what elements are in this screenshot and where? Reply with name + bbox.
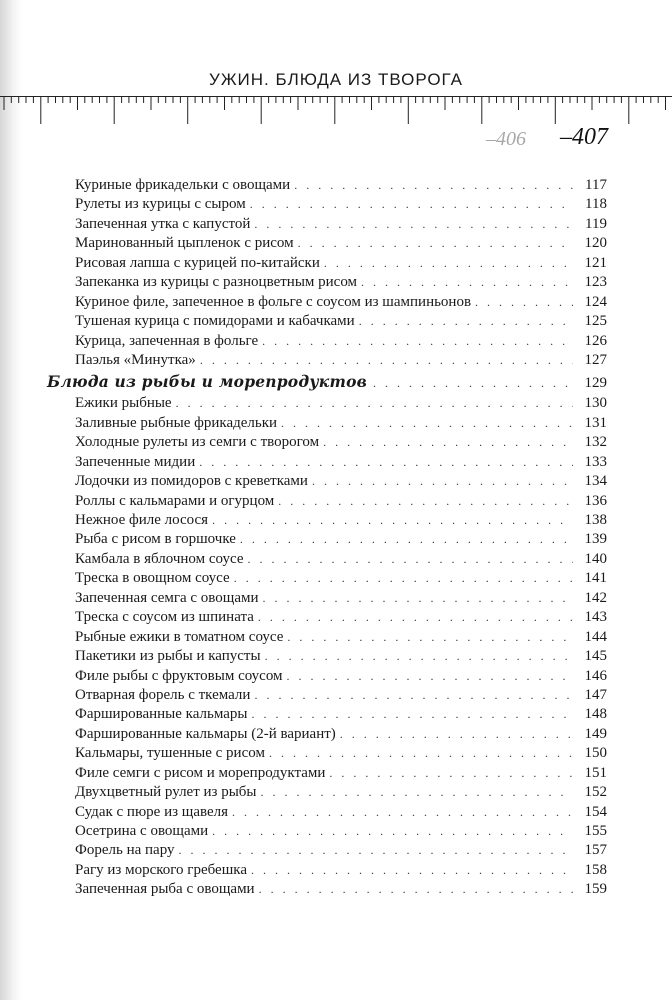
- dot-leader: [200, 351, 573, 370]
- toc-entry: [75, 293, 607, 312]
- toc-entry: [75, 589, 607, 608]
- dot-leader: [199, 453, 573, 472]
- previous-page-number: –406: [486, 128, 526, 150]
- toc-entry-title: Двухцветный рулет из рыбы: [75, 784, 257, 801]
- toc-entry: [75, 351, 607, 370]
- toc-page-number: 147: [584, 686, 607, 703]
- toc-page-number: 139: [584, 531, 607, 548]
- toc-page-number: 129: [584, 375, 607, 392]
- toc-entry-title: Треска в овощном соусе: [75, 570, 230, 587]
- dot-leader: [265, 647, 573, 666]
- dot-leader: [261, 783, 573, 802]
- toc-entry: [75, 550, 607, 569]
- toc-entry-title: Заливные рыбные фрикадельки: [75, 414, 278, 431]
- dot-leader: [250, 195, 573, 214]
- dot-leader: [359, 312, 573, 331]
- toc-page-number: 148: [584, 706, 607, 723]
- dot-leader: [294, 176, 573, 195]
- dot-leader: [475, 293, 573, 312]
- toc-entry: [75, 705, 607, 724]
- toc-entry: [75, 195, 607, 214]
- toc-entry-title: Рисовая лапша с курицей по-китайски: [75, 254, 320, 271]
- dot-leader: [287, 628, 573, 647]
- toc-page-number: 157: [584, 842, 607, 859]
- dot-leader: [262, 332, 573, 351]
- toc-entry: [75, 667, 607, 686]
- toc-page-number: 130: [584, 395, 607, 412]
- toc-entry-title: Запеченная утка с капустой: [75, 215, 251, 232]
- toc-entry: [75, 725, 607, 744]
- toc-entry: [75, 647, 607, 666]
- dot-leader: [340, 725, 573, 744]
- toc-entry: [75, 764, 607, 783]
- toc-page-number: 121: [584, 254, 607, 271]
- toc-page-number: 118: [585, 196, 607, 213]
- toc-entry-title: Запеченная рыба с овощами: [75, 881, 255, 898]
- page-binding-shadow: [0, 0, 22, 1000]
- dot-leader: [278, 492, 573, 511]
- toc-entry: [75, 608, 607, 627]
- dot-leader: [324, 254, 573, 273]
- toc-entry: [75, 744, 607, 763]
- dot-leader: [212, 822, 573, 841]
- toc-page-number: 134: [584, 473, 607, 490]
- toc-page-number: 123: [584, 274, 607, 291]
- toc-entry-title: Лодочки из помидоров с креветками: [75, 473, 308, 490]
- toc-entry: [75, 569, 607, 588]
- toc-entry: [75, 414, 607, 433]
- toc-page-number: 155: [584, 823, 607, 839]
- toc-page-number: 132: [584, 434, 607, 451]
- toc-entry: [75, 394, 607, 413]
- toc-entry: [75, 215, 607, 234]
- toc-entry-title: Холодные рулеты из семги с творогом: [75, 434, 320, 451]
- dot-leader: [176, 394, 573, 413]
- toc-entry: [75, 841, 607, 860]
- toc-entry-title: Треска с соусом из шпината: [75, 609, 254, 626]
- toc-entry-title: Форель на пару: [75, 842, 175, 859]
- dot-leader: [329, 764, 573, 783]
- toc-page-number: 136: [584, 492, 607, 509]
- running-header: УЖИН. БЛЮДА ИЗ ТВОРОГА: [209, 70, 463, 89]
- toc-entry: [75, 803, 607, 822]
- toc-entry-title: Фаршированные кальмары (2-й вариант): [75, 725, 336, 742]
- dot-leader: [258, 608, 573, 627]
- dot-leader: [298, 234, 573, 253]
- toc-entry: [75, 492, 607, 511]
- dot-leader: [263, 589, 573, 608]
- toc-page-number: 119: [585, 215, 607, 232]
- table-of-contents: [47, 176, 607, 900]
- dot-leader: [251, 705, 573, 724]
- toc-page-number: 142: [584, 589, 607, 606]
- toc-page-number: 151: [584, 764, 607, 781]
- toc-entry: [75, 254, 607, 273]
- toc-page-number: 145: [584, 648, 607, 665]
- toc-entry-title: Паэлья «Минутка»: [75, 351, 196, 368]
- toc-page-number: 120: [584, 235, 607, 252]
- toc-entry: [75, 822, 607, 841]
- toc-entry-title: Куриное филе, запеченное в фольге с соусом из шампиньонов: [75, 293, 472, 310]
- toc-page-number: 146: [584, 667, 607, 684]
- dot-leader: [281, 414, 573, 433]
- toc-page-number: 117: [585, 177, 607, 193]
- toc-entry-title: Филе рыбы с фруктовым соусом: [75, 667, 283, 684]
- dot-leader: [179, 841, 573, 860]
- toc-page-number: 152: [584, 784, 607, 801]
- ruler-ticks: [0, 88, 672, 128]
- toc-entry-title: Кальмары, тушенные с рисом: [75, 745, 265, 762]
- dot-leader: [254, 215, 573, 234]
- toc-entry-title: Рыба с рисом в горшочке: [75, 531, 236, 548]
- toc-page-number: 133: [584, 453, 607, 470]
- dot-leader: [373, 371, 573, 395]
- toc-entry-title: Маринованный цыпленок с рисом: [75, 235, 294, 252]
- dot-leader: [254, 686, 573, 705]
- toc-entry-title: Рулеты из курицы с сыром: [75, 196, 246, 213]
- toc-entry-title: Отварная форель с ткемали: [75, 686, 251, 703]
- toc-entry-title: Запеченная семга с овощами: [75, 589, 259, 606]
- toc-entry-title: Филе семги с рисом и морепродуктами: [75, 764, 326, 781]
- toc-entry-title: Нежное филе лосося: [75, 512, 209, 528]
- toc-entry-title: Камбала в яблочном соусе: [75, 550, 244, 567]
- toc-page-number: 127: [584, 351, 607, 368]
- toc-entry: [75, 511, 607, 530]
- toc-page-number: 141: [584, 570, 607, 587]
- toc-page-number: 154: [584, 803, 607, 820]
- toc-page-number: 150: [584, 745, 607, 762]
- toc-entry: [75, 332, 607, 351]
- dot-leader: [251, 861, 573, 880]
- toc-entry-title: Рыбные ежики в томатном соусе: [75, 628, 284, 645]
- dot-leader: [361, 273, 573, 292]
- toc-entry-title: Фаршированные кальмары: [75, 706, 248, 723]
- dot-leader: [287, 667, 573, 686]
- toc-page-number: 158: [584, 861, 607, 878]
- dot-leader: [269, 744, 573, 763]
- toc-page-number: 143: [584, 609, 607, 626]
- dot-leader: [234, 569, 573, 588]
- current-page-number: –407: [560, 124, 608, 150]
- toc-page-number: 144: [584, 628, 607, 645]
- toc-entry-title: Пакетики из рыбы и капусты: [75, 648, 261, 665]
- toc-entry: [75, 234, 607, 253]
- toc-entry: [75, 176, 607, 195]
- dot-leader: [312, 472, 573, 491]
- toc-entry: [75, 472, 607, 491]
- toc-entry-title: Запеканка из курицы с разноцветным рисом: [75, 274, 358, 291]
- toc-section-heading: [47, 370, 607, 394]
- toc-entry: [75, 686, 607, 705]
- toc-entry-title: Судак с пюре из щавеля: [75, 803, 229, 820]
- toc-page-number: 159: [584, 881, 607, 898]
- toc-page-number: 140: [584, 550, 607, 567]
- dot-leader: [232, 803, 573, 822]
- dot-leader: [323, 433, 573, 452]
- toc-entry-title: Блюда из рыбы и морепродуктов: [47, 372, 368, 392]
- toc-page-number: 125: [584, 313, 607, 330]
- toc-page-number: 126: [584, 332, 607, 349]
- toc-entry-title: Курица, запеченная в фольге: [75, 332, 259, 349]
- toc-page-number: 138: [584, 512, 607, 528]
- toc-entry: [75, 628, 607, 647]
- toc-entry: [75, 312, 607, 331]
- toc-entry-title: Рагу из морского гребешка: [75, 861, 247, 878]
- toc-entry: [75, 861, 607, 880]
- toc-entry-title: Роллы с кальмарами и огурцом: [75, 492, 275, 509]
- toc-page-number: 149: [584, 725, 607, 742]
- toc-page-number: 124: [584, 293, 607, 310]
- toc-entry: [75, 880, 607, 899]
- dot-leader: [247, 550, 573, 569]
- toc-entry: [75, 783, 607, 802]
- dot-leader: [212, 511, 573, 530]
- toc-entry: [75, 453, 607, 472]
- toc-entry-title: Запеченные мидии: [75, 453, 196, 470]
- toc-entry: [75, 433, 607, 452]
- toc-entry-title: Ежики рыбные: [75, 395, 172, 412]
- toc-entry-title: Куриные фрикадельки с овощами: [75, 177, 291, 193]
- toc-entry: [75, 273, 607, 292]
- dot-leader: [240, 530, 573, 549]
- toc-entry-title: Тушеная курица с помидорами и кабачками: [75, 313, 355, 330]
- toc-page-number: 131: [584, 414, 607, 431]
- dot-leader: [259, 880, 573, 899]
- toc-entry: [75, 530, 607, 549]
- toc-entry-title: Осетрина с овощами: [75, 823, 209, 839]
